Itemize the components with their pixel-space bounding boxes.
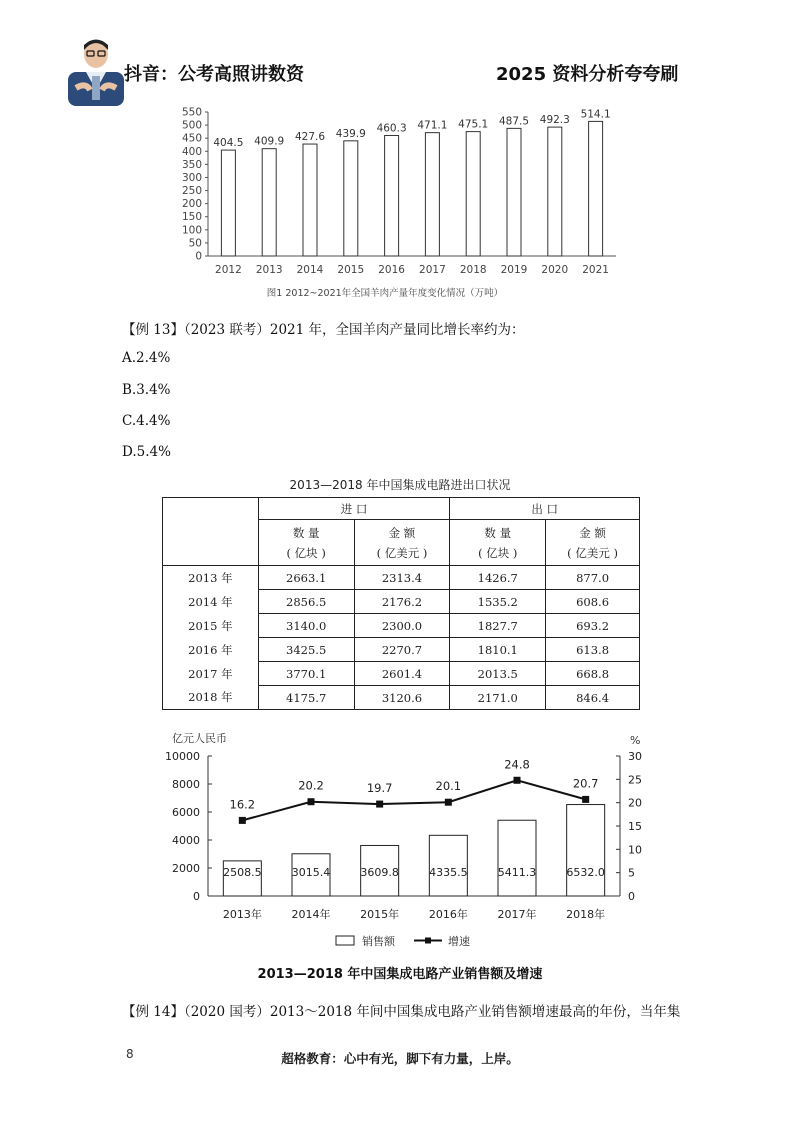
c1-y-tick-label: 500 <box>181 119 202 132</box>
table-year-cell: 2016 年 <box>163 638 259 662</box>
c1-bar-value-label: 487.5 <box>498 115 530 128</box>
table-cell: 3425.5 <box>258 638 354 662</box>
c2-legend <box>336 934 470 948</box>
table-row <box>163 638 640 662</box>
c1-x-tick-label: 2013 <box>255 264 283 276</box>
table-cell: 2300.0 <box>354 614 450 638</box>
header-left-title: 抖音：公考高照讲数资 <box>124 64 304 85</box>
c1-x-tick-label: 2018 <box>459 264 487 276</box>
c2-x-tick-label: 2013年 <box>222 908 262 921</box>
c2-right-tick-label: 0 <box>628 890 635 903</box>
table-year-cell: 2018 年 <box>163 686 259 710</box>
c1-bar-value-label: 427.6 <box>294 131 326 144</box>
c1-x-tick-label: 2012 <box>215 264 242 276</box>
c1-y-tick-label: 50 <box>188 237 202 250</box>
table-cell: 3140.0 <box>258 614 354 638</box>
table-cell: 1426.7 <box>450 566 546 590</box>
example13-option-d[interactable]: D.5.4% <box>122 444 171 460</box>
legend-bar-swatch <box>336 936 354 945</box>
c1-x-tick-label: 2014 <box>296 264 324 276</box>
table-title: 2013—2018 年中国集成电路进出口状况 <box>289 478 511 492</box>
c2-x-tick-label: 2015年 <box>360 908 400 921</box>
header-right-title: 2025 资料分析夸夸刷 <box>496 64 679 85</box>
c1-y-tick-label: 450 <box>181 132 202 145</box>
footer-slogan: 超格教育：心中有光，脚下有力量，上岸。 <box>281 1051 519 1066</box>
c2-bar-value-label: 5411.3 <box>497 866 537 879</box>
table-group-export: 出 口 <box>450 498 640 520</box>
c2-bar-value-label: 2508.5 <box>223 866 262 879</box>
table-year-cell: 2015 年 <box>163 614 259 638</box>
table-cell: 668.8 <box>546 662 640 686</box>
c1-bar-value-label: 471.1 <box>417 119 448 132</box>
table-group-import: 进 口 <box>258 498 450 520</box>
table-cell: 3120.6 <box>354 686 450 710</box>
legend-sales-label: 销售额 <box>362 935 395 948</box>
c1-bar <box>344 141 358 256</box>
table-row <box>163 566 640 590</box>
c1-bar-value-label: 409.9 <box>254 135 285 148</box>
c1-bar-value-label: 439.9 <box>335 127 366 140</box>
c2-growth-marker <box>514 777 521 784</box>
table-cell: 693.2 <box>546 614 640 638</box>
table-cell: 2176.2 <box>354 590 450 614</box>
c2-growth-marker <box>239 817 246 824</box>
table-cell: 1827.7 <box>450 614 546 638</box>
c2-growth-value-label: 19.7 <box>366 781 393 796</box>
c2-growth-marker <box>376 801 383 808</box>
c1-x-tick-label: 2017 <box>419 264 446 276</box>
page-number: 8 <box>126 1047 134 1061</box>
c1-y-tick-label: 0 <box>195 250 202 263</box>
c2-left-tick-label: 8000 <box>172 778 200 791</box>
ic-sales-chart <box>150 728 650 978</box>
table-year-cell: 2017 年 <box>163 662 259 686</box>
c1-x-tick-label: 2019 <box>500 264 528 276</box>
c1-bar-value-label: 514.1 <box>580 108 611 121</box>
table-year-cell: 2013 年 <box>163 566 259 590</box>
example13-question: 【例 13】（2023 联考）2021 年，全国羊肉产量同比增长率约为： <box>122 322 525 338</box>
c1-y-tick-label: 550 <box>181 106 202 119</box>
c1-y-tick-label: 300 <box>181 171 202 184</box>
table-subheader: 金 额 ( 亿美元 ) <box>546 520 640 566</box>
c1-bar <box>548 127 562 256</box>
table-cell: 2663.1 <box>258 566 354 590</box>
c1-y-tick-label: 400 <box>181 145 202 158</box>
c2-growth-marker <box>445 799 452 806</box>
c1-y-tick-label: 250 <box>181 185 202 198</box>
c2-right-tick-label: 25 <box>628 773 642 787</box>
table-row <box>163 662 640 686</box>
c1-bar <box>425 133 439 256</box>
legend-line-marker <box>425 938 431 944</box>
c2-x-tick-label: 2017年 <box>497 908 537 921</box>
mutton-production-chart <box>160 100 640 310</box>
table-cell: 2313.4 <box>354 566 450 590</box>
c2-growth-value-label: 20.7 <box>572 776 599 791</box>
c2-title: 2013—2018 年中国集成电路产业销售额及增速 <box>257 967 543 982</box>
c1-bars <box>213 108 610 276</box>
c1-y-tick-label: 100 <box>181 224 202 237</box>
example13-option-c[interactable]: C.4.4% <box>122 413 171 429</box>
c1-y-tick-label: 200 <box>181 198 202 211</box>
c2-left-unit: 亿元人民币 <box>172 732 227 745</box>
table-cell: 2601.4 <box>354 662 450 686</box>
table-cell: 2856.5 <box>258 590 354 614</box>
c1-y-tick-label: 150 <box>181 211 202 224</box>
table-subheader: 数 量 ( 亿块 ) <box>258 520 354 566</box>
c2-bar <box>567 805 605 896</box>
table-cell: 3770.1 <box>258 662 354 686</box>
c1-x-tick-label: 2020 <box>541 264 569 276</box>
example14-question: 【例 14】（2020 国考）2013～2018 年间中国集成电路产业销售额增速最高的年份，当年集 <box>122 1004 681 1020</box>
example13-option-b[interactable]: B.3.4% <box>122 382 171 398</box>
table-cell: 1535.2 <box>450 590 546 614</box>
c2-right-tick-label: 10 <box>628 843 642 857</box>
table-corner-cell <box>163 498 259 566</box>
table-cell: 846.4 <box>546 686 640 710</box>
table-row <box>163 590 640 614</box>
table-subheader: 数 量 ( 亿块 ) <box>450 520 546 566</box>
c1-x-tick-label: 2021 <box>582 264 609 276</box>
table-year-cell: 2014 年 <box>163 590 259 614</box>
c2-right-unit: % <box>630 734 641 747</box>
c2-left-tick-label: 0 <box>193 890 200 903</box>
c2-bar-value-label: 6532.0 <box>566 866 605 879</box>
c2-bars <box>223 805 605 921</box>
c2-growth-value-label: 16.2 <box>229 797 256 812</box>
c2-x-tick-label: 2016年 <box>428 908 468 921</box>
c1-x-tick-label: 2015 <box>337 264 365 276</box>
c2-growth-value-label: 24.8 <box>504 757 530 772</box>
c2-bar-value-label: 3015.4 <box>291 866 331 879</box>
c2-bar <box>498 820 536 896</box>
c1-bar <box>262 149 276 256</box>
table-cell: 613.8 <box>546 638 640 662</box>
c2-growth-value-label: 20.1 <box>435 779 462 794</box>
presenter-avatar <box>68 32 124 106</box>
c1-bar <box>221 150 235 256</box>
c1-y-tick-label: 350 <box>181 158 202 171</box>
c2-growth-marker <box>308 798 315 805</box>
table-cell: 2013.5 <box>450 662 546 686</box>
table-cell: 608.6 <box>546 590 640 614</box>
c2-left-tick-label: 4000 <box>172 834 200 847</box>
c2-right-tick-label: 5 <box>628 866 635 880</box>
c2-x-tick-label: 2018年 <box>566 908 606 921</box>
c1-bar <box>303 144 317 256</box>
c1-bar-value-label: 460.3 <box>376 122 407 135</box>
c1-bar-value-label: 492.3 <box>539 114 570 127</box>
c1-bar <box>589 121 603 256</box>
table-row <box>163 614 640 638</box>
c2-left-tick-label: 6000 <box>172 806 200 819</box>
c2-bar-value-label: 4335.5 <box>429 866 468 879</box>
c1-bar <box>466 132 480 256</box>
c2-right-tick-label: 20 <box>628 796 642 810</box>
c2-growth-polyline <box>242 780 585 820</box>
c2-bar-value-label: 3609.8 <box>360 866 399 879</box>
c2-left-tick-label: 2000 <box>172 862 200 875</box>
c2-right-tick-label: 30 <box>628 750 642 763</box>
c1-bar-value-label: 475.1 <box>458 118 489 131</box>
c2-growth-line <box>230 757 599 824</box>
example13-option-a[interactable]: A.2.4% <box>122 350 171 366</box>
table-cell: 877.0 <box>546 566 640 590</box>
table-cell: 4175.7 <box>258 686 354 710</box>
c1-title: 图1 2012~2021年全国羊肉产量年度变化情况（万吨） <box>266 288 504 299</box>
ic-import-export-table <box>162 497 640 710</box>
legend-growth-label: 增速 <box>448 935 470 948</box>
c2-right-tick-label: 15 <box>628 820 642 833</box>
table-cell: 2171.0 <box>450 686 546 710</box>
c1-bar <box>385 135 399 256</box>
c2-growth-marker <box>582 796 589 803</box>
c2-growth-value-label: 20.2 <box>298 778 324 793</box>
c2-x-tick-label: 2014年 <box>291 908 331 921</box>
table-cell: 1810.1 <box>450 638 546 662</box>
table-row <box>163 686 640 710</box>
c1-x-tick-label: 2016 <box>378 264 405 276</box>
table-subheader: 金 额 ( 亿美元 ) <box>354 520 450 566</box>
c1-bar-value-label: 404.5 <box>213 137 244 150</box>
c1-bar <box>507 128 521 256</box>
table-cell: 2270.7 <box>354 638 450 662</box>
c2-left-tick-label: 10000 <box>165 750 200 763</box>
